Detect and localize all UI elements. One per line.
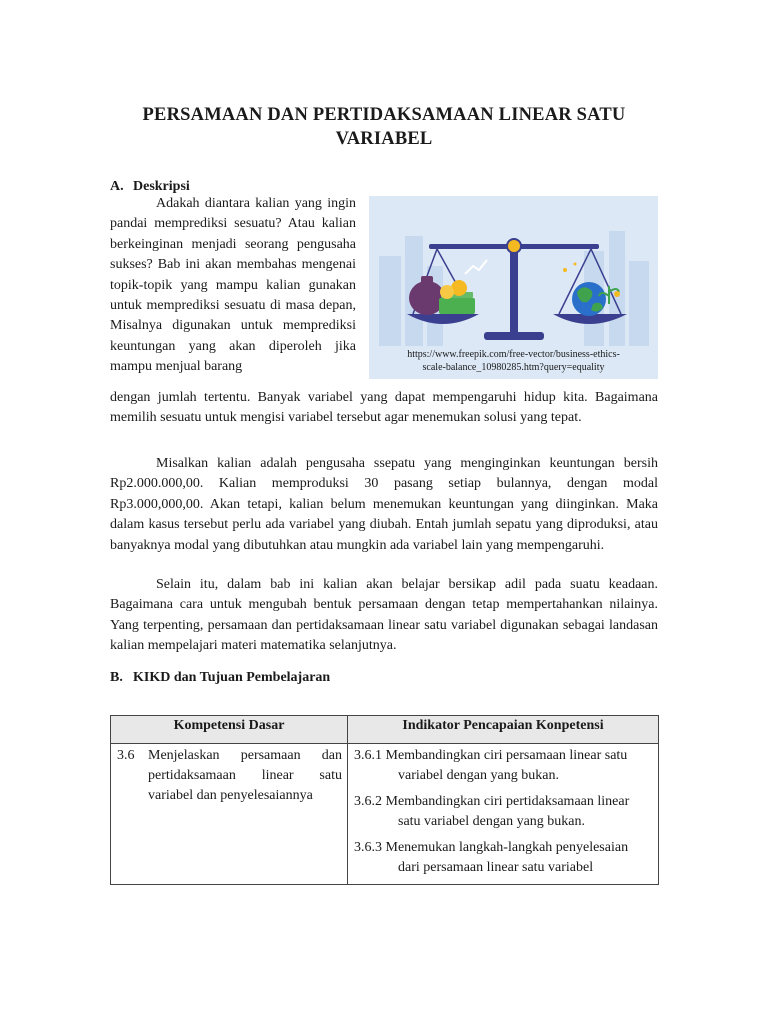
header-indikator: Indikator Pencapaian Konpetensi — [348, 716, 659, 744]
figure-caption-line1: https://www.freepik.com/free-vector/business-ethics- — [407, 349, 620, 360]
kd-text: Menjelaskan persamaan dan pertidaksamaan linear satu variabel dan penyelesaiannya — [148, 748, 342, 803]
kd-number: 3.6 — [117, 748, 135, 763]
section-b-title: KIKD dan Tujuan Pembelajaran — [133, 670, 331, 685]
figure-caption — [369, 348, 658, 374]
section-b-number: B. — [110, 670, 123, 685]
indicator-item: 3.6.2 Membandingkan ciri pertidaksamaan linear satu variabel dengan yang bukan. — [354, 794, 630, 829]
section-a-intro-narrow: Adakah diantara kalian yang ingin pandai memprediksi sesuatu? Atau kalian berkeinginan menjadi seorang pengusaha sukses? Bab ini akan membahas mengenai topik-topik yang mampu kalian gunakan untuk memprediksi sesuatu di masa depan, Misalnya digunakan untuk memprediksi keuntungan yang akan diperoleh jika mampu menjual barang — [110, 196, 356, 375]
balance-scale-illustration — [369, 196, 658, 379]
indicator-item: 3.6.1 Membandingkan ciri persamaan linear satu variabel dengan yang bukan. — [354, 748, 628, 783]
section-a-number: A. — [110, 179, 124, 194]
kikd-table-header-row — [111, 716, 659, 744]
document-title — [100, 103, 668, 151]
figure-caption-line2: scale-balance_10980285.htm?query=equality — [422, 362, 605, 373]
header-kompetensi-dasar: Kompetensi Dasar — [111, 716, 348, 744]
indicator-item: 3.6.3 Menemukan langkah-langkah penyelesaian dari persamaan linear satu variabel — [354, 840, 629, 875]
kikd-table — [110, 715, 659, 885]
section-a-intro-wide: dengan jumlah tertentu. Banyak variabel yang dapat mempengaruhi hidup kita. Bagaimana memilih sesuatu untuk mengisi variabel tersebut agar menemukan solusi yang tepat. — [110, 390, 658, 426]
section-a-paragraph-3: Selain itu, dalam bab ini kalian akan belajar bersikap adil pada suatu keadaan. Bagaimana cara untuk mengubah bentuk persamaan dengan tetap mempertahankan nilainya. Yang terpenting, persamaan dan pertidaksamaan linear satu variabel digunakan sebagai landasan kalian mempelajari materi matematika selanjutnya. — [110, 577, 658, 654]
section-a-paragraph-2: Misalkan kalian adalah pengusaha ssepatu yang menginginkan keuntungan bersih Rp2.000.000,00. Kalian memproduksi 30 pasang setiap bulannya, dengan modal Rp3.000,000,00. Akan tetapi, kalian belum menemukan keuntungan yang diinginkan. Maka dalam kasus tersebut perlu ada variabel yang diubah. Entah jumlah sepatu yang diproduksi, atau banyaknya modal yang dibutuhkan atau mungkin ada variabel lain yang mempengaruhi. — [110, 456, 658, 553]
document-title-line1: PERSAMAAN DAN PERTIDAKSAMAAN LINEAR SATU — [142, 105, 626, 125]
table-row — [111, 744, 659, 885]
document-title-line2: VARIABEL — [335, 129, 433, 149]
section-a-title: Deskripsi — [133, 179, 190, 194]
indicator-cell — [348, 744, 659, 885]
section-b-heading — [110, 669, 330, 687]
kd-cell — [111, 744, 348, 885]
